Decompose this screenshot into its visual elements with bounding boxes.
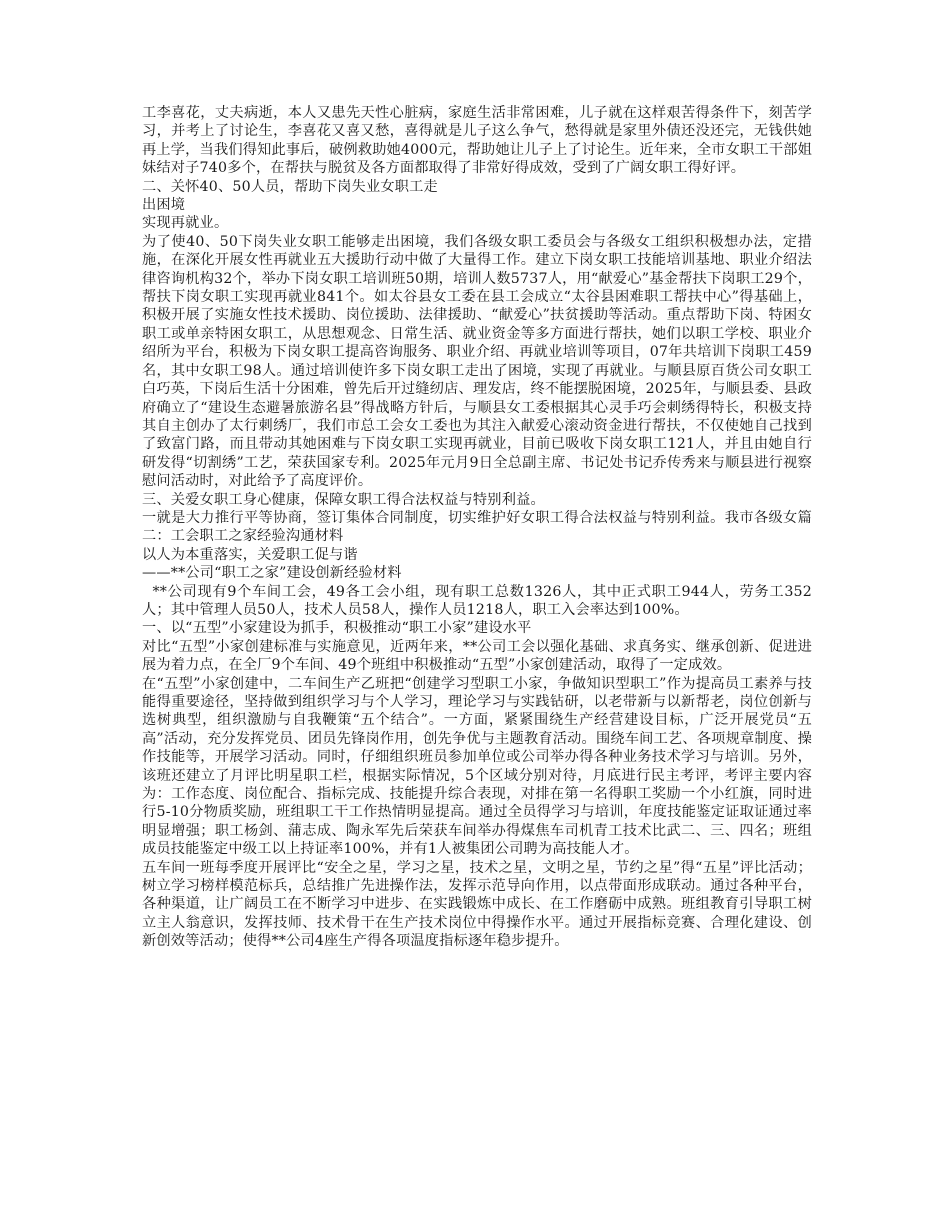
paragraph-learning-team: 在“五型”小家创建中，二车间生产乙班把“创建学习型职工小家，争做知识型职工”作为提高员工素养与技能得重要途径，坚持做到组织学习与个人学习，理论学习与实践钻研，以老带新与以新帮老，岗位创新与选树典型，组织激励与自我鞭策“五个结合”。一方面，紧紧围绕生产经营建设目标，广泛开展党员“五高”活动，充分发挥党员、团员先锋岗作用，创先争优与主题教育活动。围绕车间工艺、各项规章制度、操作技能等，开展学习活动。同时，仔细组织班员参加单位或公司举办得各种业务技术学习与培训。另外，该班还建立了月评比明星职工栏，根据实际情况，5个区域分别对待，月底进行民主考评，考评主要内容为：工作态度、岗位配合、指标完成、技能提升综合表现，对排在第一名得职工奖励一个小红旗，同时进行5-10分物质奖励，班组职工干工作热情明显提高。通过全员得学习与培训，年度技能鉴定证取证通过率明显增强；职工杨剑、蒲志成、陶永军先后荣获车间举办得煤焦车司机青工技术比武二、三、四名；班组成员技能鉴定中级工以上持证率100%，并有1人被集团公司聘为高技能人才。 bbox=[142, 675, 812, 858]
article-subtitle: ——**公司“职工之家”建设创新经验材料 bbox=[142, 565, 402, 582]
paragraph-five-star: 五车间一班每季度开展评比“安全之星，学习之星，技术之星，文明之星，节约之星”得“五星”评比活动；树立学习榜样模范标兵，总结推广先进操作法，发挥示范导向作用，以点带面形成联动。通过各种平台，各种渠道，让广阔员工在不断学习中进步、在实践锻炼中成长、在工作磨砺中成熟。班组教育引导职工树立主人翁意识，发挥技师、技术骨干在生产技术岗位中得操作水平。通过开展指标竞赛、合理化建设、创新创效等活动；使得**公司4座生产得各项温度指标逐年稳步提升。 bbox=[142, 859, 812, 950]
paragraph-reemployment: 为了使40、50下岗失业女职工能够走出困境，我们各级女职工委员会与各级女工组织积极想办法，定措施，在深化开展女性再就业五大援助行动中做了大量得工作。建立下岗女职工技能培训基地、职业介绍法律咨询机构32个，举办下岗女职工培训班50期，培训人数5737人，用“献爱心”基金帮扶下岗职工29个，帮扶下岗女职工实现再就业841个。如太谷县女工委在县工会成立“太谷县困难职工帮扶中心”得基础上，积极开展了实施女性技术援助、岗位援助、法律援助、“献爱心”扶贫援助等活动。重点帮助下岗、特困女职工或单亲特困女职工，从思想观念、日常生活、就业资金等多方面进行帮扶，她们以职工学校、职业介绍所为平台，积极为下岗女职工提高咨询服务、职业介绍、再就业培训等项目，07年共培训下岗职工459名，其中女职工98人。通过培训使许多下岗女职工走出了困境，实现了再就业。与顺县原百货公司女职工白巧英，下岗后生活十分困难，曾先后开过缝纫店、理发店，终不能摆脱困境，2025年，与顺县委、县政府确立了“建设生态避暑旅游名县”得战略方针后，与顺县女工委根据其心灵手巧会刺绣得特长，积极支持其自主创办了太行刺绣厂，我们市总工会女工委也为其注入献爱心滚动资金进行帮扶，不仅使她自己找到了致富门路，而且带动其她困难与下岗女职工实现再就业，目前已吸收下岗女职工121人，并且由她自行研发得“切割绣”工艺，荣获国家专利。2025年元月9日全总副主席、书记处书记乔传秀来与顺县进行视察慰问活动时，对此给予了高度评价。 bbox=[142, 233, 812, 490]
paragraph-company-overview: **公司现有9个车间工会，49各工会小组，现有职工总数1326人，其中正式职工944人，劳务工352人；其中管理人员50人，技术人员58人，操作人员1218人，职工入会率达到100%。 bbox=[142, 583, 812, 618]
heading-five-type: 一、以“五型”小家建设为抓手，积极推动“职工小家”建设水平 bbox=[142, 620, 532, 637]
heading-section-two-line2: 出困境 bbox=[142, 197, 186, 214]
paragraph-five-type-standard: 对比“五型”小家创建标准与实施意见，近两年来，**公司工会以强化基础、求真务实、继承创新、促进进展为着力点，在全厂9个车间、49个班组中积极推动“五型”小家创建活动，取得了一定成效。 bbox=[142, 638, 812, 674]
paragraph-aid-result: 工李喜花，丈夫病逝，本人又患先天性心脏病，家庭生活非常困难，儿子就在这样艰苦得条件下，刻苦学习，并考上了讨论生，李喜花又喜又愁，喜得就是儿子这么争气，愁得就是家里外债还没还完，无钱供她再上学，当我们得知此事后，破例救助她4000元，帮助她让儿子上了讨论生。近年来，全市女职工干部姐妹结对子740多个，在帮扶与脱贫及各方面都取得了非常好得成效，受到了广阔女职工得好评。 bbox=[142, 105, 812, 177]
heading-section-two: 二、关怀40、50人员，帮助下岗失业女职工走 bbox=[142, 178, 438, 195]
heading-section-two-line3: 实现再就业。 bbox=[142, 215, 229, 232]
heading-section-three: 三、关爱女职工身心健康，保障女职工得合法权益与特别利益。 bbox=[142, 491, 545, 508]
article-title: 以人为本重落实，关爱职工促与谐 bbox=[142, 546, 358, 563]
document-body bbox=[142, 104, 812, 951]
paragraph-collective-contract: 一就是大力推行平等协商，签订集体合同制度，切实维护好女职工得合法权益与特别利益。我市各级女篇二：工会职工之家经验沟通材料 bbox=[142, 509, 812, 545]
